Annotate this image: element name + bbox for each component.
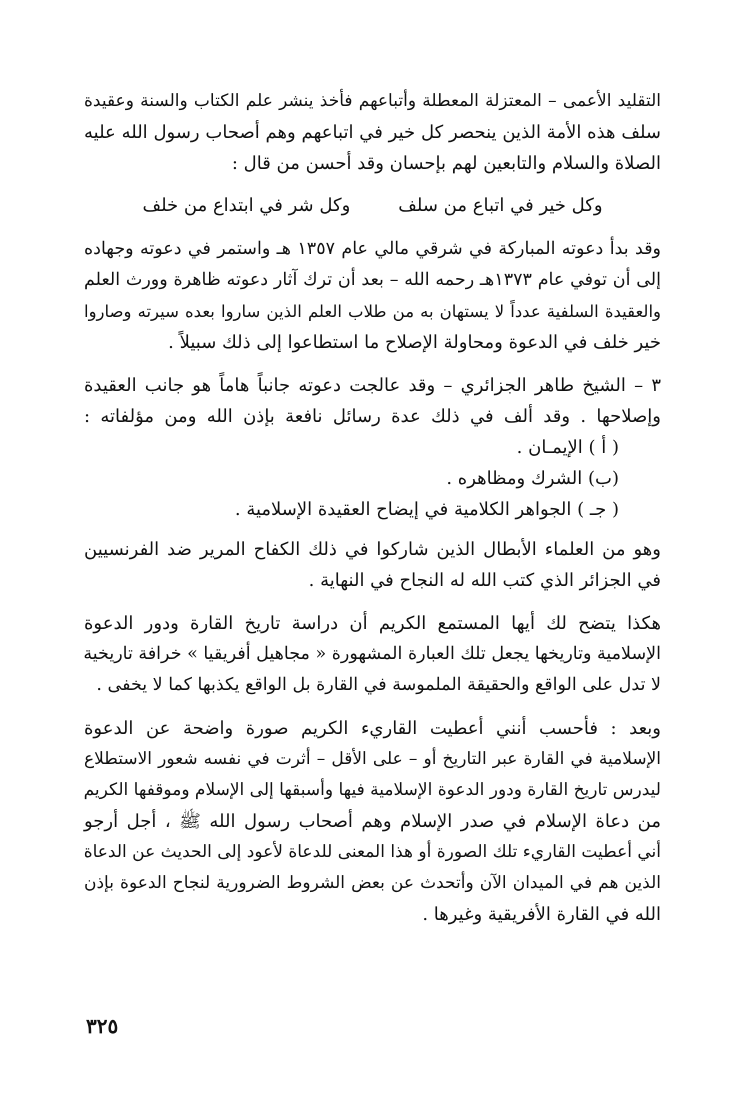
text-line: وبعد : فأحسب أنني أعطيت القاريء الكريم صورة واضحة عن الدعوة <box>84 718 661 739</box>
text-line: الله في القارة الأفريقية وغيرها . <box>422 904 661 925</box>
text-line: الذين هم في الميدان الآن وأتحدث عن بعض الشروط الضرورية لنجاح الدعوة بإذن <box>84 873 661 893</box>
paragraph-conclusion <box>84 608 661 701</box>
list-item: ( جـ ) الجواهر الكلامية في إيضاح العقيدة الإسلامية . <box>234 499 619 520</box>
text-line: التقليد الأعمى – المعتزلة المعطلة وأتباعهم فأخذ ينشر علم الكتاب والسنة وعقيدة <box>84 91 661 111</box>
list-item: ( أ ) الإيمـان . <box>516 437 619 458</box>
text-line: والعقيدة السلفية عدداً لا يستهان به من طلاب العلم الذين ساروا بعده سيرته وصاروا <box>84 302 661 321</box>
text-line: لا تدل على الواقع والحقيقة الملموسة في القارة بل الواقع يكذبها كما لا يخفى . <box>96 675 661 695</box>
page-number: ٣٢٥ <box>86 1014 119 1038</box>
text-line: وإصلاحها . وقد ألف في ذلك عدة رسائل نافعة بإذن الله ومن مؤلفاته : <box>84 406 661 427</box>
text-line: هكذا يتضح لك أيها المستمع الكريم أن دراسة تاريخ القارة ودور الدعوة <box>84 613 661 634</box>
works-list <box>84 432 661 525</box>
paragraph-heroes <box>84 534 661 596</box>
text-line: إلى أن توفي عام ١٣٧٣هـ رحمه الله – بعد أن ترك آثار دعوته ظاهرة وورث العلم <box>84 270 662 290</box>
text-line: وقد بدأ دعوته المباركة في شرقي مالي عام ١٣٥٧ هـ واستمر في دعوته وجهاده <box>84 239 662 259</box>
text-line: وهو من العلماء الأبطال الذين شاركوا في ذلك الكفاح المرير ضد الفرنسيين <box>84 539 661 560</box>
paragraph-intro <box>84 86 661 179</box>
text-line: الإسلامية وتاريخها يجعل تلك العبارة المشهورة « مجاهيل أفريقيا » خرافة تاريخية <box>83 644 661 664</box>
text-line: سلف هذه الأمة الذين ينحصر كل خير في اتباعهم وهم أصحاب رسول الله عليه <box>84 122 661 143</box>
paragraph-sheikh-tahir <box>84 370 661 432</box>
text-line: خير خلف في الدعوة ومحاولة الإصلاح ما استطاعوا إلى ذلك سبيلاً . <box>168 332 661 353</box>
text-line: أني أعطيت القاريء تلك الصورة أو هذا المعنى للدعاة لأعود إلى الحديث عن الدعاة <box>83 842 661 862</box>
text-line: ٣ – الشيخ طاهر الجزائري – وقد عالجت دعوته جانباً هاماً هو جانب العقيدة <box>84 375 661 396</box>
poem-verse <box>84 190 661 221</box>
page-text <box>84 86 661 930</box>
text-line: من دعاة الإسلام في صدر الإسلام وهم أصحاب رسول الله ﷺ ، أجل أرجو <box>84 811 661 832</box>
paragraph-closing <box>84 713 661 930</box>
text-line: الإسلامية في القارة عبر التاريخ أو – على الأقل – أثرت في نفسه شعور الاستطلاع <box>84 749 661 769</box>
text-line: في الجزائر الذي كتب الله له النجاح في النهاية . <box>308 570 661 591</box>
verse-first-hemistich: وكل خير في اتباع من سلف <box>398 195 603 216</box>
text-line: ليدرس تاريخ القارة ودور الدعوة الإسلامية فيها وأسبقها إلى الإسلام وموقفها الكريم <box>83 780 661 800</box>
text-line: الصلاة والسلام والتابعين لهم بإحسان وقد أحسن من قال : <box>231 153 661 174</box>
verse-second-hemistich: وكل شر في ابتداع من خلف <box>142 195 351 216</box>
list-item: (ب) الشرك ومظاهره . <box>446 468 619 489</box>
paragraph-dawah-mali <box>84 234 661 358</box>
